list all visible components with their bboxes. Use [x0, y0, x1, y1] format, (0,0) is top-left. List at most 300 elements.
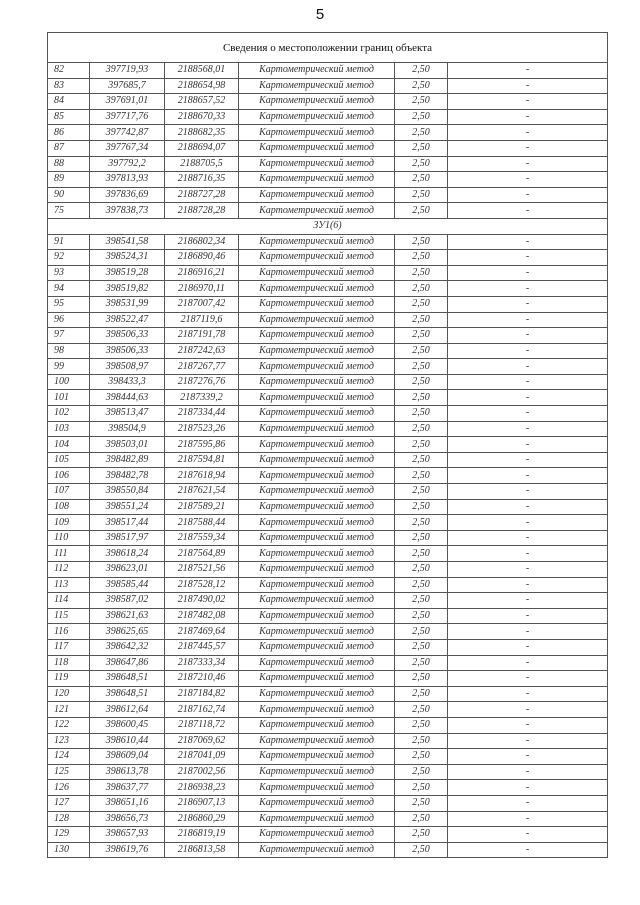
x-coordinate-cell: 398504,9 [90, 421, 165, 437]
description-cell: - [448, 749, 608, 765]
precision-cell: 2,50 [395, 125, 448, 141]
y-coordinate-cell: 2187162,74 [165, 702, 239, 718]
precision-cell: 2,50 [395, 717, 448, 733]
x-coordinate-cell: 397742,87 [90, 125, 165, 141]
description-cell: - [448, 515, 608, 531]
description-cell: - [448, 156, 608, 172]
y-coordinate-cell: 2187184,82 [165, 686, 239, 702]
x-coordinate-cell: 398656,73 [90, 811, 165, 827]
method-cell: Картометрический метод [239, 63, 395, 79]
precision-cell: 2,50 [395, 827, 448, 843]
description-cell: - [448, 234, 608, 250]
point-number-cell: 103 [48, 421, 90, 437]
precision-cell: 2,50 [395, 577, 448, 593]
description-cell: - [448, 468, 608, 484]
x-coordinate-cell: 398444,63 [90, 390, 165, 406]
description-cell: - [448, 733, 608, 749]
y-coordinate-cell: 2187528,12 [165, 577, 239, 593]
table-row [48, 328, 608, 344]
point-number-cell: 124 [48, 749, 90, 765]
precision-cell: 2,50 [395, 296, 448, 312]
table-row [48, 577, 608, 593]
description-cell: - [448, 406, 608, 422]
point-number-cell: 119 [48, 671, 90, 687]
y-coordinate-cell: 2188694,07 [165, 140, 239, 156]
method-cell: Картометрический метод [239, 437, 395, 453]
precision-cell: 2,50 [395, 780, 448, 796]
point-number-cell: 96 [48, 312, 90, 328]
x-coordinate-cell: 398623,01 [90, 562, 165, 578]
point-number-cell: 104 [48, 437, 90, 453]
description-cell: - [448, 109, 608, 125]
table-row [48, 94, 608, 110]
point-number-cell: 114 [48, 593, 90, 609]
table-title: Сведения о местоположении границ объекта [48, 33, 608, 63]
table-row [48, 686, 608, 702]
precision-cell: 2,50 [395, 702, 448, 718]
description-cell: - [448, 686, 608, 702]
table-row [48, 172, 608, 188]
table-row [48, 530, 608, 546]
precision-cell: 2,50 [395, 499, 448, 515]
point-number-cell: 83 [48, 78, 90, 94]
description-cell: - [448, 312, 608, 328]
method-cell: Картометрический метод [239, 764, 395, 780]
table-title-row [48, 33, 608, 63]
method-cell: Картометрический метод [239, 780, 395, 796]
precision-cell: 2,50 [395, 374, 448, 390]
precision-cell: 2,50 [395, 484, 448, 500]
precision-cell: 2,50 [395, 281, 448, 297]
precision-cell: 2,50 [395, 109, 448, 125]
point-number-cell: 106 [48, 468, 90, 484]
description-cell: - [448, 577, 608, 593]
x-coordinate-cell: 398621,63 [90, 608, 165, 624]
table-row [48, 203, 608, 219]
y-coordinate-cell: 2187595,86 [165, 437, 239, 453]
y-coordinate-cell: 2187210,46 [165, 671, 239, 687]
y-coordinate-cell: 2187118,72 [165, 717, 239, 733]
table-row [48, 827, 608, 843]
description-cell: - [448, 78, 608, 94]
description-cell: - [448, 499, 608, 515]
x-coordinate-cell: 398513,47 [90, 406, 165, 422]
point-number-cell: 86 [48, 125, 90, 141]
table-row [48, 717, 608, 733]
y-coordinate-cell: 2186916,21 [165, 265, 239, 281]
description-cell: - [448, 811, 608, 827]
description-cell: - [448, 717, 608, 733]
y-coordinate-cell: 2188728,28 [165, 203, 239, 219]
y-coordinate-cell: 2187069,62 [165, 733, 239, 749]
description-cell: - [448, 795, 608, 811]
x-coordinate-cell: 397813,93 [90, 172, 165, 188]
y-coordinate-cell: 2186938,23 [165, 780, 239, 796]
method-cell: Картометрический метод [239, 499, 395, 515]
x-coordinate-cell: 398619,76 [90, 842, 165, 858]
precision-cell: 2,50 [395, 686, 448, 702]
precision-cell: 2,50 [395, 265, 448, 281]
method-cell: Картометрический метод [239, 359, 395, 375]
description-cell: - [448, 530, 608, 546]
y-coordinate-cell: 2188682,35 [165, 125, 239, 141]
y-coordinate-cell: 2186813,58 [165, 842, 239, 858]
description-cell: - [448, 125, 608, 141]
point-number-cell: 111 [48, 546, 90, 562]
table-row [48, 265, 608, 281]
point-number-cell: 89 [48, 172, 90, 188]
y-coordinate-cell: 2187119,6 [165, 312, 239, 328]
point-number-cell: 120 [48, 686, 90, 702]
x-coordinate-cell: 398657,93 [90, 827, 165, 843]
precision-cell: 2,50 [395, 172, 448, 188]
y-coordinate-cell: 2187589,21 [165, 499, 239, 515]
point-number-cell: 112 [48, 562, 90, 578]
point-number-cell: 92 [48, 250, 90, 266]
precision-cell: 2,50 [395, 515, 448, 531]
table-row [48, 624, 608, 640]
point-number-cell: 97 [48, 328, 90, 344]
method-cell: Картометрический метод [239, 593, 395, 609]
description-cell: - [448, 390, 608, 406]
x-coordinate-cell: 398519,82 [90, 281, 165, 297]
method-cell: Картометрический метод [239, 452, 395, 468]
method-cell: Картометрический метод [239, 530, 395, 546]
description-cell: - [448, 296, 608, 312]
description-cell: - [448, 421, 608, 437]
y-coordinate-cell: 2188654,98 [165, 78, 239, 94]
y-coordinate-cell: 2187559,34 [165, 530, 239, 546]
precision-cell: 2,50 [395, 140, 448, 156]
x-coordinate-cell: 398517,97 [90, 530, 165, 546]
method-cell: Картометрический метод [239, 328, 395, 344]
method-cell: Картометрический метод [239, 484, 395, 500]
y-coordinate-cell: 2186802,34 [165, 234, 239, 250]
table-row [48, 811, 608, 827]
method-cell: Картометрический метод [239, 842, 395, 858]
method-cell: Картометрический метод [239, 390, 395, 406]
x-coordinate-cell: 398550,84 [90, 484, 165, 500]
x-coordinate-cell: 398503,01 [90, 437, 165, 453]
y-coordinate-cell: 2187002,56 [165, 764, 239, 780]
x-coordinate-cell: 398642,32 [90, 639, 165, 655]
y-coordinate-cell: 2187482,08 [165, 608, 239, 624]
point-number-cell: 107 [48, 484, 90, 500]
precision-cell: 2,50 [395, 608, 448, 624]
x-coordinate-cell: 398609,04 [90, 749, 165, 765]
x-coordinate-cell: 398618,24 [90, 546, 165, 562]
x-coordinate-cell: 397836,69 [90, 187, 165, 203]
precision-cell: 2,50 [395, 671, 448, 687]
precision-cell: 2,50 [395, 390, 448, 406]
description-cell: - [448, 281, 608, 297]
x-coordinate-cell: 398506,33 [90, 343, 165, 359]
y-coordinate-cell: 2188657,52 [165, 94, 239, 110]
y-coordinate-cell: 2187521,56 [165, 562, 239, 578]
method-cell: Картометрический метод [239, 827, 395, 843]
table-row [48, 842, 608, 858]
method-cell: Картометрический метод [239, 702, 395, 718]
point-number-cell: 125 [48, 764, 90, 780]
method-cell: Картометрический метод [239, 671, 395, 687]
method-cell: Картометрический метод [239, 749, 395, 765]
precision-cell: 2,50 [395, 733, 448, 749]
description-cell: - [448, 764, 608, 780]
page-number: 5 [315, 6, 325, 23]
method-cell: Картометрический метод [239, 78, 395, 94]
point-number-cell: 75 [48, 203, 90, 219]
x-coordinate-cell: 397719,93 [90, 63, 165, 79]
y-coordinate-cell: 2186970,11 [165, 281, 239, 297]
precision-cell: 2,50 [395, 562, 448, 578]
method-cell: Картометрический метод [239, 296, 395, 312]
description-cell: - [448, 671, 608, 687]
x-coordinate-cell: 398506,33 [90, 328, 165, 344]
y-coordinate-cell: 2187594,81 [165, 452, 239, 468]
precision-cell: 2,50 [395, 156, 448, 172]
y-coordinate-cell: 2187276,76 [165, 374, 239, 390]
table-row [48, 468, 608, 484]
table-row [48, 359, 608, 375]
point-number-cell: 98 [48, 343, 90, 359]
point-number-cell: 109 [48, 515, 90, 531]
method-cell: Картометрический метод [239, 203, 395, 219]
method-cell: Картометрический метод [239, 577, 395, 593]
table-row [48, 78, 608, 94]
y-coordinate-cell: 2187588,44 [165, 515, 239, 531]
table-row [48, 281, 608, 297]
table-row [48, 639, 608, 655]
description-cell: - [448, 484, 608, 500]
x-coordinate-cell: 398648,51 [90, 671, 165, 687]
precision-cell: 2,50 [395, 842, 448, 858]
point-number-cell: 127 [48, 795, 90, 811]
y-coordinate-cell: 2187445,57 [165, 639, 239, 655]
x-coordinate-cell: 398524,31 [90, 250, 165, 266]
table-row [48, 374, 608, 390]
y-coordinate-cell: 2188568,01 [165, 63, 239, 79]
boundary-coordinates-table [47, 32, 608, 858]
precision-cell: 2,50 [395, 234, 448, 250]
x-coordinate-cell: 398482,78 [90, 468, 165, 484]
precision-cell: 2,50 [395, 359, 448, 375]
precision-cell: 2,50 [395, 655, 448, 671]
method-cell: Картометрический метод [239, 608, 395, 624]
x-coordinate-cell: 398637,77 [90, 780, 165, 796]
y-coordinate-cell: 2187333,34 [165, 655, 239, 671]
table-row [48, 593, 608, 609]
description-cell: - [448, 203, 608, 219]
point-number-cell: 126 [48, 780, 90, 796]
method-cell: Картометрический метод [239, 686, 395, 702]
table-row [48, 499, 608, 515]
method-cell: Картометрический метод [239, 717, 395, 733]
description-cell: - [448, 639, 608, 655]
method-cell: Картометрический метод [239, 94, 395, 110]
precision-cell: 2,50 [395, 468, 448, 484]
method-cell: Картометрический метод [239, 140, 395, 156]
x-coordinate-cell: 397685,7 [90, 78, 165, 94]
y-coordinate-cell: 2186907,13 [165, 795, 239, 811]
method-cell: Картометрический метод [239, 421, 395, 437]
y-coordinate-cell: 2188716,35 [165, 172, 239, 188]
description-cell: - [448, 63, 608, 79]
method-cell: Картометрический метод [239, 172, 395, 188]
point-number-cell: 122 [48, 717, 90, 733]
table-row [48, 546, 608, 562]
precision-cell: 2,50 [395, 94, 448, 110]
point-number-cell: 85 [48, 109, 90, 125]
table-row [48, 312, 608, 328]
method-cell: Картометрический метод [239, 562, 395, 578]
method-cell: Картометрический метод [239, 546, 395, 562]
method-cell: Картометрический метод [239, 109, 395, 125]
y-coordinate-cell: 2187334,44 [165, 406, 239, 422]
x-coordinate-cell: 397792,2 [90, 156, 165, 172]
y-coordinate-cell: 2188727,28 [165, 187, 239, 203]
point-number-cell: 91 [48, 234, 90, 250]
description-cell: - [448, 250, 608, 266]
table-row [48, 390, 608, 406]
description-cell: - [448, 172, 608, 188]
description-cell: - [448, 374, 608, 390]
precision-cell: 2,50 [395, 624, 448, 640]
y-coordinate-cell: 2187041,09 [165, 749, 239, 765]
table-row [48, 140, 608, 156]
method-cell: Картометрический метод [239, 374, 395, 390]
precision-cell: 2,50 [395, 343, 448, 359]
precision-cell: 2,50 [395, 421, 448, 437]
table-row [48, 562, 608, 578]
table-row [48, 795, 608, 811]
point-number-cell: 118 [48, 655, 90, 671]
description-cell: - [448, 437, 608, 453]
point-number-cell: 93 [48, 265, 90, 281]
method-cell: Картометрический метод [239, 624, 395, 640]
x-coordinate-cell: 398551,24 [90, 499, 165, 515]
y-coordinate-cell: 2187523,26 [165, 421, 239, 437]
point-number-cell: 82 [48, 63, 90, 79]
y-coordinate-cell: 2187339,2 [165, 390, 239, 406]
y-coordinate-cell: 2187621,54 [165, 484, 239, 500]
description-cell: - [448, 780, 608, 796]
x-coordinate-cell: 398612,64 [90, 702, 165, 718]
table-row [48, 421, 608, 437]
method-cell: Картометрический метод [239, 733, 395, 749]
table-row [48, 250, 608, 266]
precision-cell: 2,50 [395, 795, 448, 811]
point-number-cell: 100 [48, 374, 90, 390]
precision-cell: 2,50 [395, 437, 448, 453]
precision-cell: 2,50 [395, 764, 448, 780]
precision-cell: 2,50 [395, 593, 448, 609]
table-row [48, 437, 608, 453]
description-cell: - [448, 328, 608, 344]
table-row [48, 733, 608, 749]
table-row [48, 63, 608, 79]
precision-cell: 2,50 [395, 250, 448, 266]
x-coordinate-cell: 398531,99 [90, 296, 165, 312]
y-coordinate-cell: 2188705,5 [165, 156, 239, 172]
x-coordinate-cell: 398648,51 [90, 686, 165, 702]
y-coordinate-cell: 2187242,63 [165, 343, 239, 359]
x-coordinate-cell: 398517,44 [90, 515, 165, 531]
precision-cell: 2,50 [395, 312, 448, 328]
method-cell: Картометрический метод [239, 250, 395, 266]
table-row [48, 406, 608, 422]
precision-cell: 2,50 [395, 452, 448, 468]
y-coordinate-cell: 2186860,29 [165, 811, 239, 827]
table-row [48, 187, 608, 203]
method-cell: Картометрический метод [239, 655, 395, 671]
point-number-cell: 101 [48, 390, 90, 406]
y-coordinate-cell: 2187469,64 [165, 624, 239, 640]
point-number-cell: 130 [48, 842, 90, 858]
method-cell: Картометрический метод [239, 281, 395, 297]
section-header-row [48, 218, 608, 234]
y-coordinate-cell: 2187191,78 [165, 328, 239, 344]
point-number-cell: 105 [48, 452, 90, 468]
description-cell: - [448, 842, 608, 858]
table-row [48, 764, 608, 780]
x-coordinate-cell: 397767,34 [90, 140, 165, 156]
method-cell: Картометрический метод [239, 343, 395, 359]
point-number-cell: 129 [48, 827, 90, 843]
point-number-cell: 108 [48, 499, 90, 515]
x-coordinate-cell: 398613,78 [90, 764, 165, 780]
x-coordinate-cell: 397838,73 [90, 203, 165, 219]
method-cell: Картометрический метод [239, 234, 395, 250]
y-coordinate-cell: 2187564,89 [165, 546, 239, 562]
description-cell: - [448, 546, 608, 562]
table-row [48, 343, 608, 359]
point-number-cell: 116 [48, 624, 90, 640]
y-coordinate-cell: 2187618,94 [165, 468, 239, 484]
method-cell: Картометрический метод [239, 156, 395, 172]
precision-cell: 2,50 [395, 63, 448, 79]
method-cell: Картометрический метод [239, 811, 395, 827]
method-cell: Картометрический метод [239, 639, 395, 655]
x-coordinate-cell: 398433,3 [90, 374, 165, 390]
y-coordinate-cell: 2186890,46 [165, 250, 239, 266]
x-coordinate-cell: 398651,16 [90, 795, 165, 811]
precision-cell: 2,50 [395, 749, 448, 765]
table-row [48, 156, 608, 172]
y-coordinate-cell: 2187490,02 [165, 593, 239, 609]
description-cell: - [448, 343, 608, 359]
point-number-cell: 117 [48, 639, 90, 655]
x-coordinate-cell: 397717,76 [90, 109, 165, 125]
method-cell: Картометрический метод [239, 795, 395, 811]
table-row [48, 125, 608, 141]
x-coordinate-cell: 398625,65 [90, 624, 165, 640]
table-body [48, 33, 608, 858]
x-coordinate-cell: 398522,47 [90, 312, 165, 328]
x-coordinate-cell: 398585,44 [90, 577, 165, 593]
table-row [48, 234, 608, 250]
description-cell: - [448, 140, 608, 156]
method-cell: Картометрический метод [239, 312, 395, 328]
table-row [48, 702, 608, 718]
x-coordinate-cell: 398587,02 [90, 593, 165, 609]
precision-cell: 2,50 [395, 78, 448, 94]
precision-cell: 2,50 [395, 546, 448, 562]
table-row [48, 655, 608, 671]
x-coordinate-cell: 398610,44 [90, 733, 165, 749]
description-cell: - [448, 655, 608, 671]
method-cell: Картометрический метод [239, 265, 395, 281]
method-cell: Картометрический метод [239, 468, 395, 484]
